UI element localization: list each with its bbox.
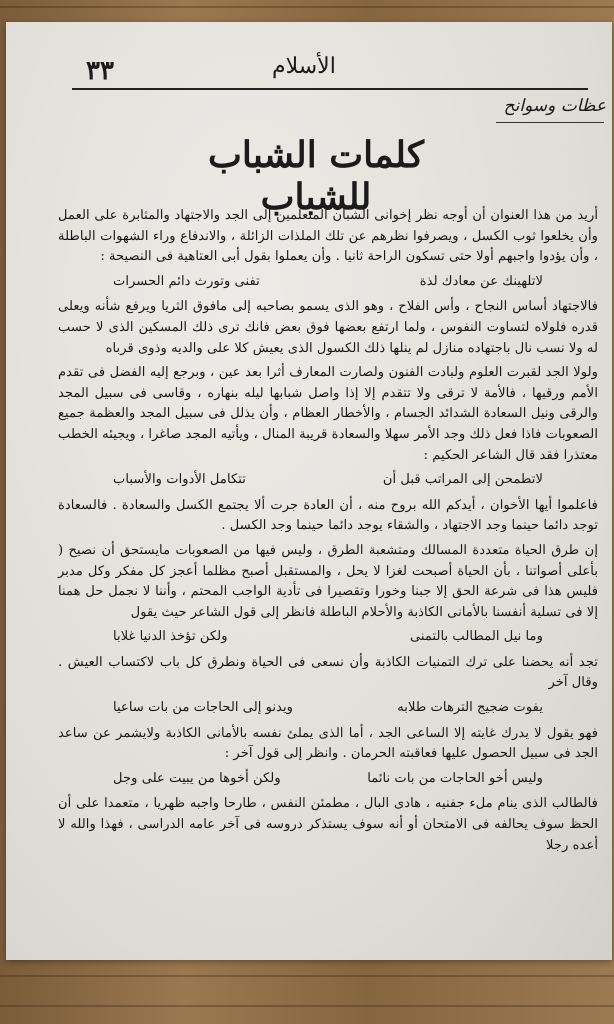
verse: [113, 470, 543, 491]
verse: [113, 698, 543, 719]
verse-hemistich-second: ولكن أخوها من يبيت على وجل: [113, 770, 281, 786]
article-title: كلمات الشباب للشباب: [207, 134, 425, 218]
verse: [113, 769, 543, 790]
verse-hemistich-second: ويدنو إلى الحاجات من بات ساعيا: [113, 700, 294, 716]
wood-grain: [0, 975, 614, 977]
article-body: [58, 206, 598, 860]
wood-grain: [0, 1005, 614, 1007]
section-label: عظات وسوانح: [503, 96, 606, 116]
wood-grain: [0, 6, 614, 8]
verse-hemistich-first: وما نيل المطالب بالتمنى: [409, 629, 543, 645]
section-underline: [496, 122, 604, 123]
verse-hemistich-first: يفوت ضجيج الترهات طلابه: [397, 700, 543, 716]
paragraph: أريد من هذا العنوان أن أوجه نظر إخوانى الشبان المتعلمين إلى الجد والاجتهاد والمثابرة على العمل وأن يخلعوا ثوب الكسل ، ويصرفوا نظرهم عن تلك الملذات الزائلة ، والاندفاع وراء الشهوات الباطلة ، وأن يؤدوا واجبهم أولا حتى تسكون الراحة ثانيا . وأن يعملوا بقول أبى العتاهية فى النصيحة :: [58, 208, 598, 265]
verse-hemistich-first: لاتلهينك عن معادك لذة: [419, 273, 543, 289]
verse-hemistich-first: وليس أخو الحاجات من بات نائما: [367, 770, 543, 786]
paragraph: إن طرق الحياة متعددة المسالك ومتشعبة الطرق ، وليس فيها من الصعوبات مايستحق أن نصيح ( بأعلى أصواتنا ، بأن الحياة أصبحت لغزا لا يحل ، والمستقبل أصبح مظلما أعجز كل مفكر وكل مدبر فليس هذا فى شرعة الحق إلا جبنا وخورا وتقصيرا فى تأدية الواجب المحتم ، وأننا لا نجمل حل همنا إلا فى تسلية أنفسنا بالأمانى الكاذبة والأحلام الباطلة فانظر إلى قول الشاعر حيث يقول: [58, 542, 598, 620]
paragraph: فالطالب الذى ينام ملء جفنيه ، هادى البال ، مطمئن النفس ، طارحا واجبه ظهريا ، متعمدا على أن الحظ سوف يحالفه فى الامتحان أو أنه سوف يستذكر دروسه فى آخر عامه الدراسى ، فهذا والله لا أعده رجلا: [58, 796, 598, 853]
paragraph: ولولا الجد لقبرت العلوم ولبادت الفنون ولصارت المعارف أثرا بعد عين ، وبرجع إليه الفضل فى تقدم الأمم ورقيها ، فالأمة لا ترقى ولا تتقدم إلا إذا واصل شبابها ليله بنهاره ، وقاسى فى سبيل المجد والرقى ونيل السعادة الشدائد الجسام ، والأخطار العظام ، وأن يذلل فى سبيل المجد والعظمة جميع الصعوبات فاذا فعل ذلك وجد الأمر سهلا والسعادة قريبة المنال ، ويأتيه المجد صاغرا ، ويجيئه الخطب معتذرا فقد قال الشاعر الحكيم :: [58, 365, 598, 463]
verse-hemistich-second: تفنى وتورث دائم الحسرات: [113, 273, 260, 289]
running-title: الأسلام: [272, 54, 336, 79]
page-header: [72, 52, 582, 92]
paragraph: فالاجتهاد أساس النجاح ، وأس الفلاح ، وهو الذى يسمو بصاحبه إلى مافوق الثريا ويرفع شأنه ويعلى قدره فلولاه لتساوت النفوس ، ولما ارتفع بعضها فوق بعض فانك ترى ذلك المسكين الذى لا حسب له ولا نسب نال باجتهاده منازل لم ينلها ذلك الكسول الذى يعيش كلا على والديه وذوى قرباه: [58, 299, 598, 356]
verse-hemistich-second: تتكامل الأدوات والأسباب: [113, 472, 246, 488]
verse: [113, 627, 543, 648]
verse: [113, 272, 543, 293]
paragraph: تجد أنه يحضنا على ترك التمنيات الكاذبة وأن نسعى فى الحياة ونطرق كل باب لاكتساب العيش . وقال آخر: [58, 654, 598, 691]
paragraph: فهو يقول لا يدرك غايته إلا الساعى الجد ، أما الذى يملئ نفسه بالأمانى الكاذبة ولايشمر عن ساعد الجد فى سبيل الحصول عليها فعاقبته الحرمان . وانظر إلى قول آخر :: [58, 725, 598, 762]
book-page: [6, 22, 612, 960]
page-number: ٣٣: [86, 56, 114, 86]
header-rule: [72, 88, 588, 90]
verse-hemistich-second: ولكن تؤخذ الدنيا غلابا: [113, 629, 228, 645]
paragraph: فاعلموا أيها الأخوان ، أيدكم الله بروح منه ، أن العادة جرت ألا يجتمع الكسل والسعادة . فالسعادة توجد دائما حينما وجد الاجتهاد ، والشقاء يوجد دائما حينما وجد الكسل .: [58, 497, 598, 534]
verse-hemistich-first: لاتطمحن إلى المراتب قبل أن: [382, 472, 543, 488]
